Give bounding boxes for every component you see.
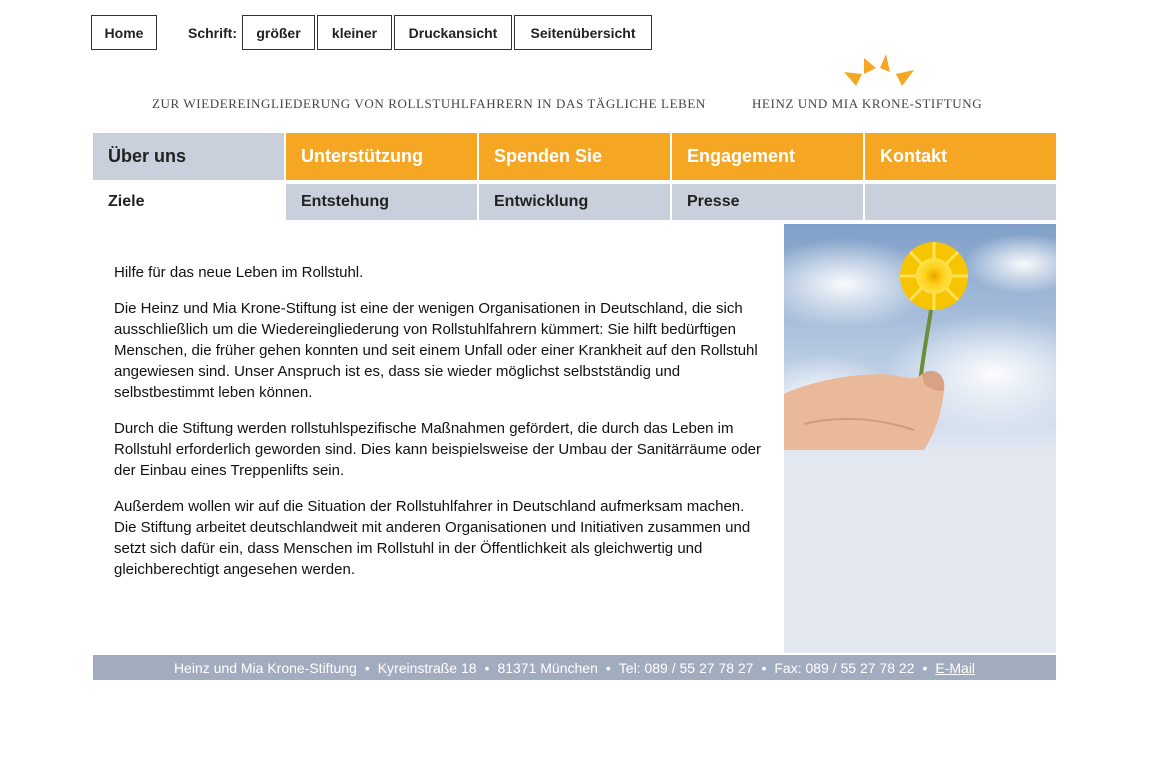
main-navigation	[93, 133, 1056, 180]
subnav-item-ziele[interactable]: Ziele	[93, 184, 284, 220]
nav-tab-unterstuetzung[interactable]: Unterstützung	[286, 133, 477, 180]
sub-navigation	[93, 184, 1056, 220]
footer-separator: •	[484, 659, 490, 676]
content-paragraph: Außerdem wollen wir auf die Situation der Rollstuhlfahrer in Deutschland aufmerksam machen. Die Stiftung arbeitet deutschlandweit mit anderen Organisationen und Initiativen zusammen und setzt sich dafür ein, dass Menschen im Rollstuhl in der Öffentlichkeit als gleichwertig und gleichberechtigt angesehen werden.	[114, 498, 751, 578]
footer-separator: •	[761, 659, 767, 676]
nav-tab-spenden[interactable]: Spenden Sie	[479, 133, 670, 180]
footer-fax: Fax: 089 / 55 27 78 22	[774, 659, 915, 676]
foundation-logo-text: HEINZ UND MIA KRONE-STIFTUNG	[752, 96, 983, 111]
footer-separator: •	[605, 659, 611, 676]
font-smaller-button[interactable]: kleiner	[317, 15, 392, 50]
footer-email-link[interactable]: E-Mail	[935, 659, 976, 676]
dandelion-photo	[784, 224, 1056, 450]
font-size-label: Schrift:	[188, 25, 237, 41]
sun-rays-logo-icon	[836, 50, 920, 90]
nav-tab-kontakt[interactable]: Kontakt	[865, 133, 1056, 180]
subnav-item-empty	[865, 184, 1056, 220]
header-tagline: ZUR WIEDEREINGLIEDERUNG VON ROLLSTUHLFAHRERN IN DAS TÄGLICHE LEBEN	[152, 96, 706, 111]
font-bigger-button[interactable]: größer	[242, 15, 315, 50]
nav-tab-ueber-uns[interactable]: Über uns	[93, 133, 284, 180]
main-content	[114, 262, 769, 595]
nav-tab-engagement[interactable]: Engagement	[672, 133, 863, 180]
home-button[interactable]: Home	[91, 15, 157, 50]
print-view-button[interactable]: Druckansicht	[394, 15, 512, 50]
content-paragraph: Die Heinz und Mia Krone-Stiftung ist eine der wenigen Organisationen in Deutschland, die sich ausschließlich um die Wiedereingliederung von Rollstuhlfahrern kümmert: Sie hilft bedürftigen Menschen, die früher gehen konnten und seit einem Unfall oder einer Krankheit auf den Rollstuhl angewiesen sind. Unser Anspruch ist es, dass sie wieder möglichst selbstständig und selbstbestimmt leben können.	[114, 300, 758, 401]
footer-name: Heinz und Mia Krone-Stiftung	[173, 659, 357, 676]
footer-separator: •	[364, 659, 370, 676]
footer-bar	[93, 655, 1056, 680]
footer-separator: •	[922, 659, 928, 676]
subnav-item-entwicklung[interactable]: Entwicklung	[479, 184, 670, 220]
footer-phone: Tel: 089 / 55 27 78 27	[618, 659, 754, 676]
footer-city: 81371 München	[497, 659, 598, 676]
content-paragraph: Durch die Stiftung werden rollstuhlspezifische Maßnahmen gefördert, die durch das Leben im Rollstuhl erforderlich geworden sind. Dies kann beispielsweise der Umbau der Sanitärräume oder der Einbau eines Treppenlifts sein.	[114, 420, 761, 479]
subnav-item-presse[interactable]: Presse	[672, 184, 863, 220]
subnav-item-entstehung[interactable]: Entstehung	[286, 184, 477, 220]
footer-street: Kyreinstraße 18	[377, 659, 477, 676]
sitemap-button[interactable]: Seitenübersicht	[514, 15, 652, 50]
content-intro: Hilfe für das neue Leben im Rollstuhl.	[114, 264, 364, 281]
